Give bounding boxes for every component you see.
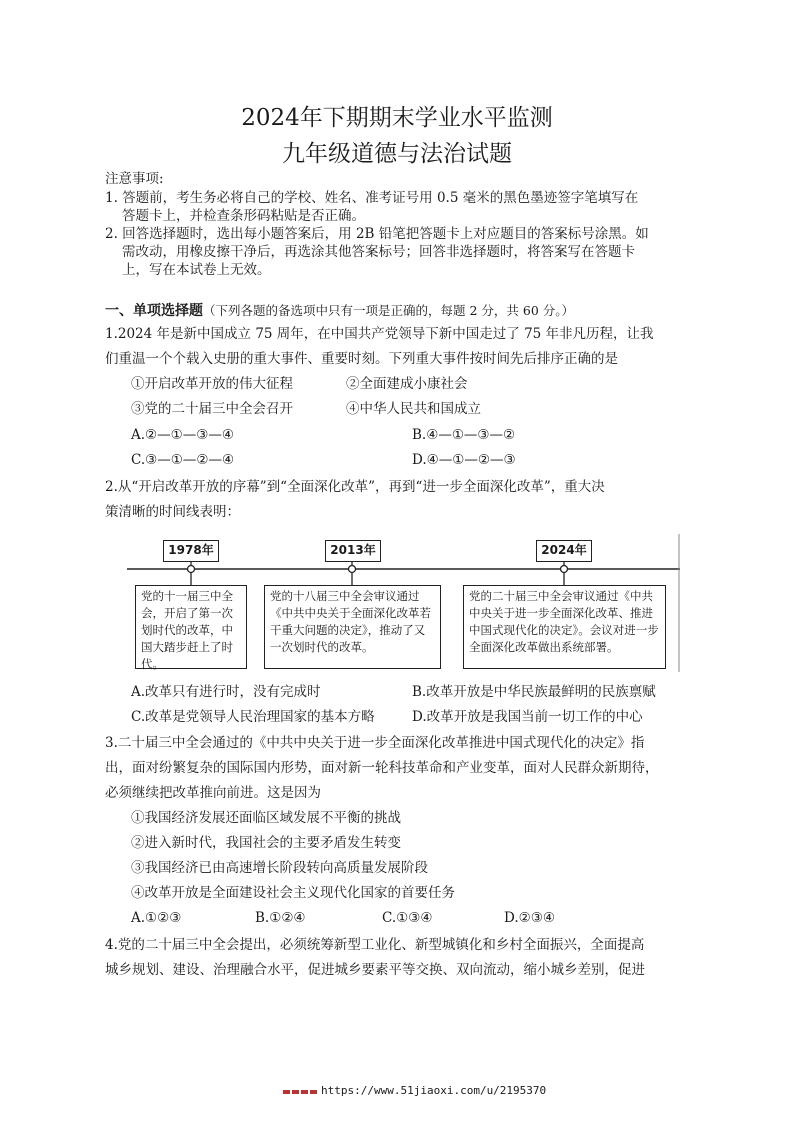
exam-title: 2024年下期期末学业水平监测	[241, 105, 553, 131]
footer-watermark	[283, 1084, 546, 1097]
q1-stem-line2: 们重温一个个载入史册的重大事件、重要时刻。下列重大事件按时间先后排序正确的是	[105, 351, 618, 367]
q1-item-1: ①开启改革开放的伟大征程	[131, 376, 293, 392]
q3-item-1: ①我国经济发展还面临区域发展不平衡的挑战	[131, 810, 401, 826]
notice-heading: 注意事项:	[105, 171, 164, 187]
notice-item-1: 1. 答题前，考生务必将自己的学校、姓名、准考证号用 0.5 毫米的黑色墨迹签字笔填写在	[105, 190, 639, 206]
q2-option-a: A.改革只有进行时，没有完成时	[131, 684, 321, 700]
q3-stem-line3: 必须继续把改革推向前进。这是因为	[105, 785, 321, 801]
timeline-year-1978: 1978年	[163, 540, 219, 562]
q3-option-c: C.①③④	[382, 910, 433, 926]
footer-url[interactable]: https://www.51jiaoxi.com/u/2195370	[321, 1084, 547, 1097]
q1-stem-line1: 1.2024 年是新中国成立 75 周年，在中国共产党领导下新中国走过了 75 年非凡历程，让我	[105, 326, 654, 342]
timeline-year-2013: 2013年	[325, 540, 381, 562]
q1-item-3: ③党的二十届三中全会召开	[131, 401, 293, 417]
q4-stem-line1: 4.党的二十届三中全会提出，必须统筹新型工业化、新型城镇化和乡村全面振兴，全面提高	[105, 937, 645, 953]
q2-option-c: C.改革是党领导人民治理国家的基本方略	[131, 709, 375, 725]
section-title: 一、单项选择题	[105, 303, 203, 319]
q1-item-4: ④中华人民共和国成立	[346, 401, 481, 417]
section-note: （下列各题的备选项中只有一项是正确的，每题 2 分，共 60 分。）	[203, 303, 575, 318]
q4-stem-line2: 城乡规划、建设、治理融合水平，促进城乡要素平等交换、双向流动，缩小城乡差别，促进	[105, 962, 645, 978]
q2-option-b: B.改革开放是中华民族最鲜明的民族禀赋	[412, 684, 656, 700]
q3-stem-line1: 3.二十届三中全会通过的《中共中央关于进一步全面深化改革推进中国式现代化的决定》指	[105, 735, 645, 751]
q3-option-d: D.②③④	[504, 910, 555, 926]
q3-option-b: B.①②④	[255, 910, 306, 926]
timeline-box-2013: 党的十八届三中全会审议通过《中共中央关于全面深化改革若干重大问题的决定》，推动了又一次划时代的改革。	[264, 585, 441, 669]
timeline-year-2024: 2024年	[536, 540, 592, 562]
q1-option-c: C.③—①—②—④	[131, 452, 235, 468]
q2-option-d: D.改革开放是我国当前一切工作的中心	[412, 709, 643, 725]
notice-item-2-cont2: 上，写在本试卷上无效。	[122, 262, 271, 278]
q3-item-3: ③我国经济已由高速增长阶段转向高质量发展阶段	[131, 860, 428, 876]
q1-option-d: D.④—①—②—③	[412, 452, 516, 468]
timeline-box-2024: 党的二十届三中全会审议通过《中共中央关于进一步全面深化改革、推进中国式现代化的决定》。会议对进一步全面深化改革做出系统部署。	[463, 585, 666, 669]
q3-item-4: ④改革开放是全面建设社会主义现代化国家的首要任务	[131, 885, 455, 901]
q1-option-a: A.②—①—③—④	[131, 427, 234, 443]
q2-stem-line2: 策清晰的时间线表明：	[105, 504, 240, 520]
timeline-box-1978: 党的十一届三中全会，开启了第一次划时代的改革，中国大踏步赶上了时代。	[135, 585, 247, 669]
q1-option-b: B.④—①—③—②	[412, 427, 516, 443]
q3-stem-line2: 出，面对纷繁复杂的国际国内形势，面对新一轮科技革命和产业变革，面对人民群众新期待，	[105, 760, 659, 776]
exam-subtitle: 九年级道德与法治试题	[282, 141, 512, 167]
q1-item-2: ②全面建成小康社会	[346, 376, 468, 392]
q3-option-a: A.①②③	[131, 910, 182, 926]
notice-item-1-cont: 答题卡上，并检查条形码粘贴是否正确。	[122, 208, 365, 224]
watermark-logo-icon	[283, 1087, 317, 1096]
notice-item-2: 2. 回答选择题时，选出每小题答案后，用 2B 铅笔把答题卡上对应题目的答案标号涂黑。如	[105, 226, 649, 242]
notice-item-2-cont: 需改动，用橡皮擦干净后，再选涂其他答案标号；回答非选择题时，将答案写在答题卡	[122, 244, 635, 260]
q3-item-2: ②进入新时代，我国社会的主要矛盾发生转变	[131, 835, 401, 851]
q2-stem-line1: 2.从“开启改革开放的序幕”到“全面深化改革”，再到“进一步全面深化改革”，重大决	[105, 479, 605, 495]
